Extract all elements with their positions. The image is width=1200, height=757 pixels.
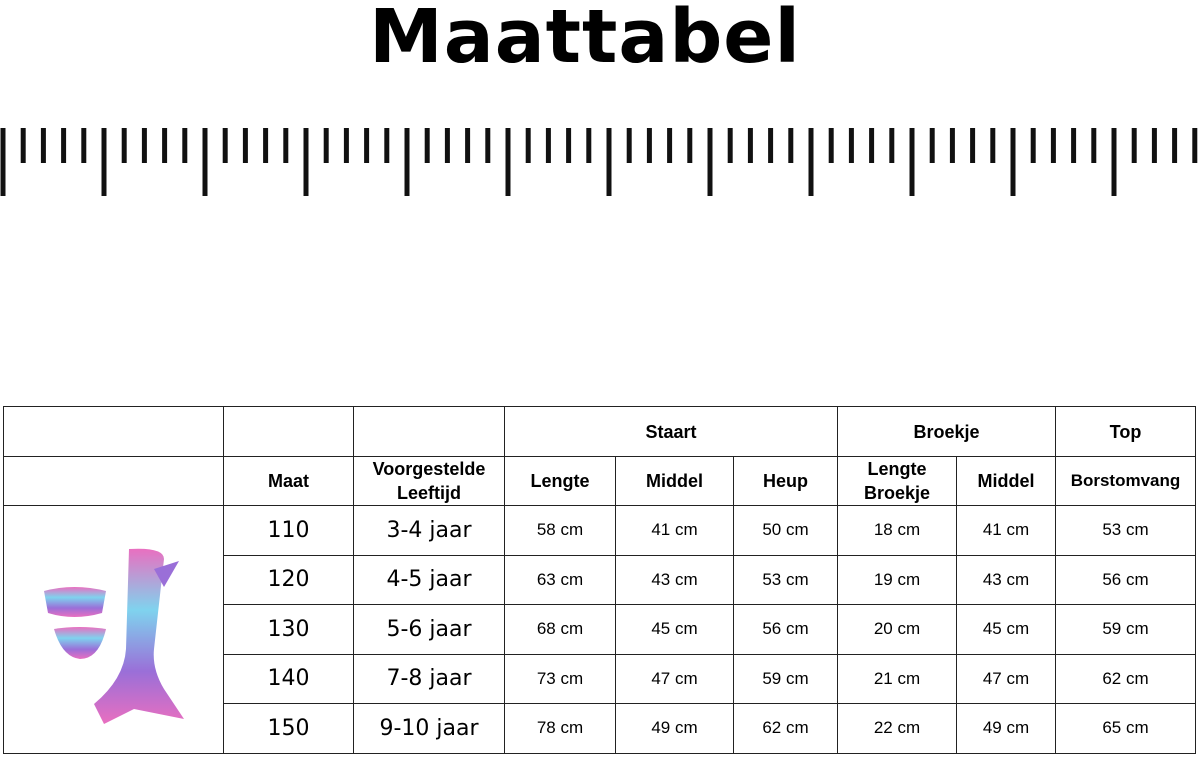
cell-leeftijd: 3-4 jaar [354, 506, 505, 556]
column-header-borstomvang: Borstomvang [1056, 457, 1196, 506]
cell-middel: 41 cm [616, 506, 734, 556]
cell-leeftijd: 9-10 jaar [354, 704, 505, 754]
cell-lengte: 73 cm [505, 654, 616, 704]
cell-middel: 47 cm [616, 654, 734, 704]
cell-lengte-broekje: 22 cm [838, 704, 957, 754]
cell-middel-broekje: 41 cm [957, 506, 1056, 556]
group-header-row [4, 407, 1196, 457]
column-header-lengte-broekje: Lengte Broekje [838, 457, 957, 506]
cell-middel: 45 cm [616, 605, 734, 655]
group-header-broekje: Broekje [838, 407, 1056, 457]
column-header-leeftijd: Voorgestelde Leeftijd [354, 457, 505, 506]
cell-leeftijd: 4-5 jaar [354, 555, 505, 605]
cell-lengte: 78 cm [505, 704, 616, 754]
cell-middel-broekje: 43 cm [957, 555, 1056, 605]
empty-header-cell [4, 407, 224, 457]
size-table [3, 406, 1196, 754]
cell-maat: 140 [224, 654, 354, 704]
cell-lengte-broekje: 20 cm [838, 605, 957, 655]
empty-header-cell [4, 457, 224, 506]
cell-lengte-broekje: 18 cm [838, 506, 957, 556]
cell-heup: 62 cm [734, 704, 838, 754]
cell-heup: 56 cm [734, 605, 838, 655]
cell-lengte-broekje: 21 cm [838, 654, 957, 704]
empty-header-cell [354, 407, 505, 457]
cell-lengte-broekje: 19 cm [838, 555, 957, 605]
mermaid-product-image [4, 506, 224, 754]
cell-borstomvang: 62 cm [1056, 654, 1196, 704]
column-header-middel-broekje: Middel [957, 457, 1056, 506]
cell-maat: 150 [224, 704, 354, 754]
column-header-middel: Middel [616, 457, 734, 506]
cell-heup: 50 cm [734, 506, 838, 556]
page-title: Maattabel [369, 0, 801, 80]
size-rows [4, 506, 1196, 754]
column-header-row [4, 457, 1196, 506]
ruler-graphic [0, 128, 1200, 198]
cell-lengte: 68 cm [505, 605, 616, 655]
table-row [4, 506, 1196, 556]
column-header-maat: Maat [224, 457, 354, 506]
cell-heup: 59 cm [734, 654, 838, 704]
cell-middel: 43 cm [616, 555, 734, 605]
cell-middel-broekje: 45 cm [957, 605, 1056, 655]
column-header-heup: Heup [734, 457, 838, 506]
cell-leeftijd: 7-8 jaar [354, 654, 505, 704]
cell-leeftijd: 5-6 jaar [354, 605, 505, 655]
cell-maat: 120 [224, 555, 354, 605]
cell-borstomvang: 53 cm [1056, 506, 1196, 556]
cell-lengte: 58 cm [505, 506, 616, 556]
group-header-top: Top [1056, 407, 1196, 457]
cell-borstomvang: 59 cm [1056, 605, 1196, 655]
cell-maat: 130 [224, 605, 354, 655]
size-table-wrapper [3, 406, 1196, 754]
cell-maat: 110 [224, 506, 354, 556]
cell-lengte: 63 cm [505, 555, 616, 605]
mermaid-tail-icon [14, 529, 214, 729]
column-header-lengte: Lengte [505, 457, 616, 506]
empty-header-cell [224, 407, 354, 457]
cell-middel: 49 cm [616, 704, 734, 754]
cell-middel-broekje: 47 cm [957, 654, 1056, 704]
group-header-staart: Staart [505, 407, 838, 457]
cell-heup: 53 cm [734, 555, 838, 605]
cell-borstomvang: 56 cm [1056, 555, 1196, 605]
cell-borstomvang: 65 cm [1056, 704, 1196, 754]
cell-middel-broekje: 49 cm [957, 704, 1056, 754]
